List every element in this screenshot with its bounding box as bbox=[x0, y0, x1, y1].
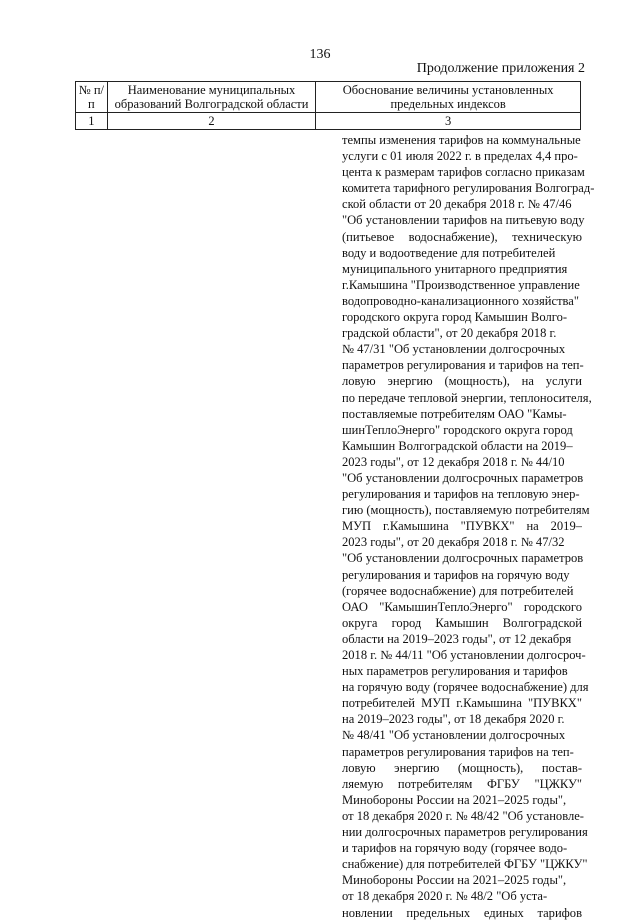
text-line: гию (мощность), поставляемую потребителям bbox=[342, 503, 590, 518]
text-line: Минобороны России на 2021–2025 годы", bbox=[342, 873, 567, 888]
text-line: 2023 годы", от 12 декабря 2018 г. № 44/10 bbox=[342, 454, 565, 469]
text-line: ОАО "КамышинТеплоЭнерго" городского bbox=[342, 599, 582, 614]
text-line: 2018 г. № 44/11 "Об установлении долгосроч- bbox=[342, 648, 586, 662]
text-line: области на 2019–2023 годы", от 12 декабря bbox=[342, 631, 572, 646]
text-line: услуги с 01 июля 2022 г. в пределах 4,4 про- bbox=[342, 149, 578, 164]
text-line: Минобороны России на 2021–2025 годы", bbox=[342, 792, 567, 807]
text-line: ловую энергию (мощность), постав- bbox=[342, 760, 582, 775]
text-line: темпы изменения тарифов на коммунальные bbox=[342, 133, 581, 147]
text-line: цента к размерам тарифов согласно приказам bbox=[342, 165, 585, 180]
text-line: муниципального унитарного предприятия bbox=[342, 261, 568, 276]
text-line: параметров регулирования тарифов на теп- bbox=[342, 744, 574, 759]
text-line: "Об установлении тарифов на питьевую воду bbox=[342, 213, 585, 228]
column-number-3: 3 bbox=[316, 113, 581, 130]
text-line: от 18 декабря 2020 г. № 48/2 "Об уста- bbox=[342, 889, 548, 904]
header-number: № п/п bbox=[76, 82, 108, 113]
text-line: № 48/41 "Об установлении долгосрочных bbox=[342, 728, 566, 743]
text-line: г.Камышина "Производственное управление bbox=[342, 277, 580, 292]
text-line: от 18 декабря 2020 г. № 48/42 "Об установле- bbox=[342, 808, 584, 823]
text-line: регулирования и тарифов на тепловую энер- bbox=[342, 487, 580, 502]
text-line: (питьевое водоснабжение), техническую bbox=[342, 229, 582, 244]
header-municipality: Наименование муниципальных образований Волгоградской области bbox=[107, 82, 315, 113]
column-number-2: 2 bbox=[107, 113, 315, 130]
text-line: ловую энергию (мощность), на услуги bbox=[342, 374, 582, 389]
text-line: поставляемые потребителям ОАО "Камы- bbox=[342, 406, 567, 421]
text-line: нии долгосрочных параметров регулирования bbox=[342, 825, 588, 840]
text-line: округа город Камышин Волгоградской bbox=[342, 615, 582, 630]
text-line: на 2019–2023 годы", от 18 декабря 2020 г. bbox=[342, 712, 565, 727]
column-number-row bbox=[76, 113, 581, 130]
text-line: "Об установлении долгосрочных параметров bbox=[342, 470, 584, 485]
text-line: Камышин Волгоградской области на 2019– bbox=[342, 438, 573, 453]
text-line: городского округа город Камышин Волго- bbox=[342, 310, 568, 325]
text-line: параметров регулирования и тарифов на теп- bbox=[342, 358, 584, 373]
text-line: 2023 годы", от 20 декабря 2018 г. № 47/32 bbox=[342, 535, 565, 550]
text-line: новлении предельных единых тарифов bbox=[342, 905, 582, 920]
justification-text bbox=[342, 132, 595, 921]
text-line: ляемую потребителям ФГБУ "ЦЖКУ" bbox=[342, 776, 582, 791]
continuation-label: Продолжение приложения 2 bbox=[416, 61, 585, 76]
text-line: регулирования и тарифов на горячую воду bbox=[342, 567, 570, 582]
text-line: комитета тарифного регулирования Волгоград- bbox=[342, 181, 595, 196]
text-line: воду и водоотведение для потребителей bbox=[342, 245, 556, 260]
text-line: ных параметров регулирования и тарифов bbox=[342, 664, 568, 679]
header-row bbox=[76, 82, 581, 113]
text-line: (горячее водоснабжение) для потребителей bbox=[342, 583, 574, 598]
column-number-1: 1 bbox=[76, 113, 108, 130]
text-line: водопроводно-канализационного хозяйства" bbox=[342, 293, 579, 308]
header-table bbox=[75, 81, 581, 130]
text-line: МУП г.Камышина "ПУВКХ" на 2019– bbox=[342, 519, 582, 534]
header-justification: Обоснование величины установленных предельных индексов bbox=[316, 82, 581, 113]
text-line: по передаче тепловой энергии, теплоносителя, bbox=[342, 390, 592, 405]
text-line: "Об установлении долгосрочных параметров bbox=[342, 551, 584, 566]
page-number: 136 bbox=[309, 47, 331, 62]
text-line: ской области от 20 декабря 2018 г. № 47/46 bbox=[342, 197, 572, 212]
text-line: шинТеплоЭнерго" городского округа город bbox=[342, 422, 573, 437]
text-line: на горячую воду (горячее водоснабжение) для bbox=[342, 680, 589, 695]
text-line: № 47/31 "Об установлении долгосрочных bbox=[342, 342, 566, 357]
text-line: потребителей МУП г.Камышина "ПУВКХ" bbox=[342, 696, 582, 711]
text-line: градской области", от 20 декабря 2018 г. bbox=[342, 326, 557, 341]
text-line: и тарифов на горячую воду (горячее водо- bbox=[342, 841, 568, 856]
text-line: снабжение) для потребителей ФГБУ "ЦЖКУ" bbox=[342, 857, 588, 872]
